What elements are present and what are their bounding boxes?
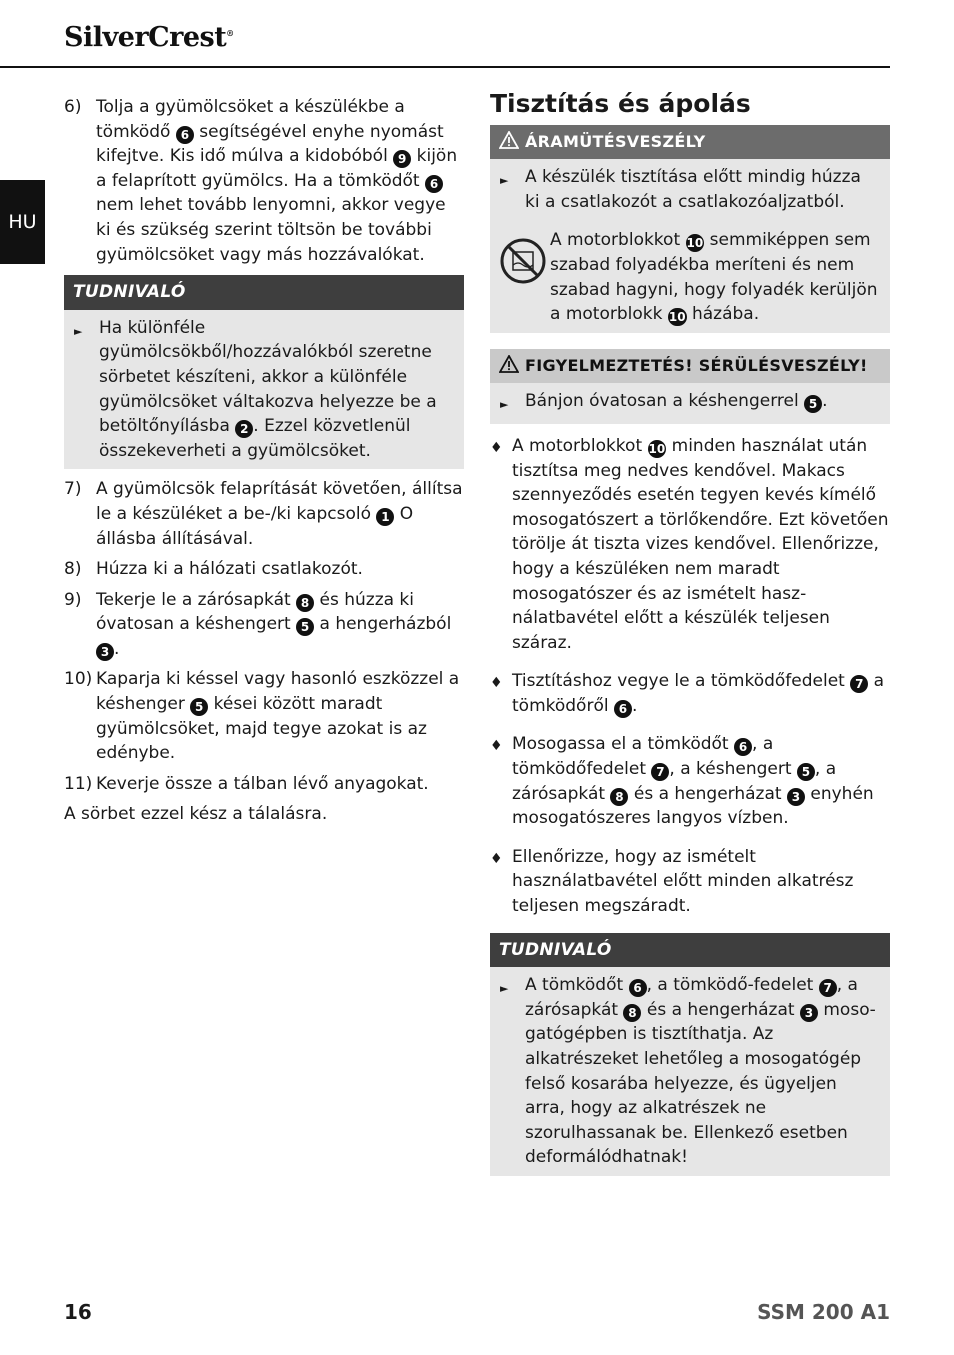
section-heading: Tisztítás és ápolás xyxy=(490,89,751,118)
note-title: TUDNIVALÓ xyxy=(64,275,464,310)
arrow-icon: ► xyxy=(74,324,83,338)
part-number-badge: 5 xyxy=(190,698,208,716)
step-text: Kaparja ki késsel vagy hasonló eszközzel a késhenger 5 kései között maradt gyümölcsöket, majd tegye azokat is az edénybe. xyxy=(96,669,460,764)
bullet-text: Tisztításhoz vegye le a tömködőfedelet 7 a tömködőről 6 . xyxy=(512,671,885,716)
motor-warning-text: A motorblokkot 10 semmiképpen sem szabad folyadékba meríteni és nem szabad hagyni, hogy folyadék kerüljön a motorblokk 10 házába. xyxy=(550,230,878,325)
danger-box xyxy=(490,125,890,333)
part-number-badge: 5 xyxy=(797,763,815,781)
step-text: Tolja a gyümölcsöket a készülékbe a tömködő 6 segítségével enyhe nyomást kifejtve. Kis idő múlva a kidobóból 9 kijön a felaprított gyümölcs. Ha a tömködőt 6 nem lehet tovább lenyomni, akkor vegye ki és szükség szerint töltsön be további gyümölcsöket vagy más hozzávalókat. xyxy=(96,97,458,265)
step-item xyxy=(64,95,464,267)
danger-item: A készülék tisztítása előtt mindig húzza ki a csatlakozót a csatlakozóaljzatból. xyxy=(525,167,861,212)
part-number-badge: 10 xyxy=(668,310,686,325)
part-number-badge: 3 xyxy=(96,643,114,661)
note-box-right xyxy=(490,933,890,1176)
part-number-badge: 9 xyxy=(393,150,411,168)
arrow-icon: ► xyxy=(500,398,509,412)
part-number-badge: 6 xyxy=(425,175,443,193)
step-number: 7) xyxy=(64,479,82,500)
warning-title: FIGYELMEZTETÉS! SÉRÜLÉSVESZÉLY! xyxy=(490,349,890,384)
step-number: 9) xyxy=(64,589,82,610)
step-text: Tekerje le a zárósapkát 8 és húzza ki óvatosan a késhengert 5 a hengerházból 3 . xyxy=(96,589,452,659)
diamond-bullet-icon: ♦ xyxy=(490,850,503,867)
note-box-left xyxy=(64,275,464,469)
note-text: Ha különféle gyümölcsökből/hozzávalókból szeretne sörbetet készíteni, akkor a különféle gyümölcsöket váltakozva helyezze be a betöltőnyílásba 2 . Ezzel közvetlenül összekeverheti a gyümölcsöket. xyxy=(99,317,437,461)
bullet-text: Ellenőrizze, hogy az ismételt használatbavétel előtt minden alkatrész teljesen megszáradt. xyxy=(512,846,854,917)
part-number-badge: 1 xyxy=(376,508,394,526)
part-number-badge: 8 xyxy=(623,1004,641,1022)
steps-list-2 xyxy=(64,477,464,796)
part-number-badge: 2 xyxy=(235,420,253,438)
step-item xyxy=(64,772,464,797)
no-immersion-icon xyxy=(500,228,550,292)
note-title: TUDNIVALÓ xyxy=(490,933,890,968)
danger-title: ÁRAMÜTÉSVESZÉLY xyxy=(490,125,890,160)
warning-box xyxy=(490,349,890,424)
step-text: Keverje össze a tálban lévő anyagokat. xyxy=(96,773,429,794)
step-number: 6) xyxy=(64,97,82,117)
bullet-item xyxy=(490,845,890,919)
part-number-badge: 6 xyxy=(734,738,752,756)
arrow-icon: ► xyxy=(500,174,509,188)
step-item xyxy=(64,588,464,662)
diamond-bullet-icon: ♦ xyxy=(490,738,503,755)
step-number: 8) xyxy=(64,559,82,580)
language-tab: HU xyxy=(0,180,45,264)
brand-logo: SilverCrest® xyxy=(64,22,234,53)
part-number-badge: 7 xyxy=(651,763,669,781)
step-item xyxy=(64,477,464,551)
step-text: Húzza ki a hálózati csatlakozót. xyxy=(96,559,363,580)
bullet-item xyxy=(490,434,890,655)
part-number-badge: 8 xyxy=(610,788,628,806)
part-number-badge: 6 xyxy=(629,979,647,997)
warning-triangle-icon xyxy=(499,355,519,373)
part-number-badge: 8 xyxy=(296,594,314,612)
step-item xyxy=(64,667,464,765)
final-text: A sörbet ezzel kész a tálalásra. xyxy=(64,804,328,825)
part-number-badge: 5 xyxy=(296,618,314,636)
bullet-item xyxy=(490,732,890,830)
bullet-item xyxy=(490,669,890,718)
step-number: 11) xyxy=(64,773,93,794)
bullet-text: Mosogassa el a tömködőt 6 , a tömködőfedelet 7 , a késhengert 5 , a zárósapkát 8 és a hengerházat 3 enyhén mosogatószeres langyos vízben. xyxy=(512,734,874,829)
left-column xyxy=(64,95,464,831)
part-number-badge: 7 xyxy=(819,979,837,997)
part-number-badge: 6 xyxy=(614,700,632,718)
diamond-bullet-icon: ♦ xyxy=(490,675,503,692)
part-number-badge: 5 xyxy=(804,395,822,413)
part-number-badge: 6 xyxy=(176,126,194,144)
step-item xyxy=(64,557,464,582)
part-number-badge: 3 xyxy=(787,788,805,806)
cleaning-bullets xyxy=(490,434,890,919)
part-number-badge: 7 xyxy=(850,675,868,693)
steps-list xyxy=(64,95,464,267)
bullet-text: A motorblokkot 10 minden használat után tisztítsa meg nedves kendővel. Makacs szennyeződés esetén tegyen kevés kímélő mosogatószert a törlőkendőre. Ezt követően törölje át tiszta vizes kendővel. Ellenőrizze, hogy a készüléken nem maradt mosogatószer és az ismételt használatbavétel előtt a készülék teljesen száraz. xyxy=(512,435,889,653)
step-text: A gyümölcsök felaprítását követően, állítsa le a készüléket a be-/ki kapcsoló 1 O állásba állításával. xyxy=(96,479,463,549)
page-number: 16 xyxy=(64,1300,92,1324)
part-number-badge: 3 xyxy=(800,1004,818,1022)
step-number: 10) xyxy=(64,669,93,690)
arrow-icon: ► xyxy=(500,982,509,996)
part-number-badge: 10 xyxy=(648,441,666,456)
warning-text: Bánjon óvatosan a késhengerrel 5 . xyxy=(525,391,828,412)
header-rule xyxy=(0,66,890,68)
diamond-bullet-icon: ♦ xyxy=(490,439,503,456)
note-text: A tömködőt 6 , a tömködő-fedelet 7 , a zárósapkát 8 és a hengerházat 3 mosogatógépben is tisztíthatja. Az alkatrészeket lehetőleg a mosogatógép felső kosarába helyezze, és ügyeljen arra, hogy az alkatrészek ne szorulhassanak be. Ellenkező esetben deformálódhatnak! xyxy=(525,975,876,1168)
part-number-badge: 10 xyxy=(686,236,704,251)
warning-triangle-icon xyxy=(499,131,519,149)
model-number: SSM 200 A1 xyxy=(757,1300,890,1324)
right-column xyxy=(490,89,890,1184)
